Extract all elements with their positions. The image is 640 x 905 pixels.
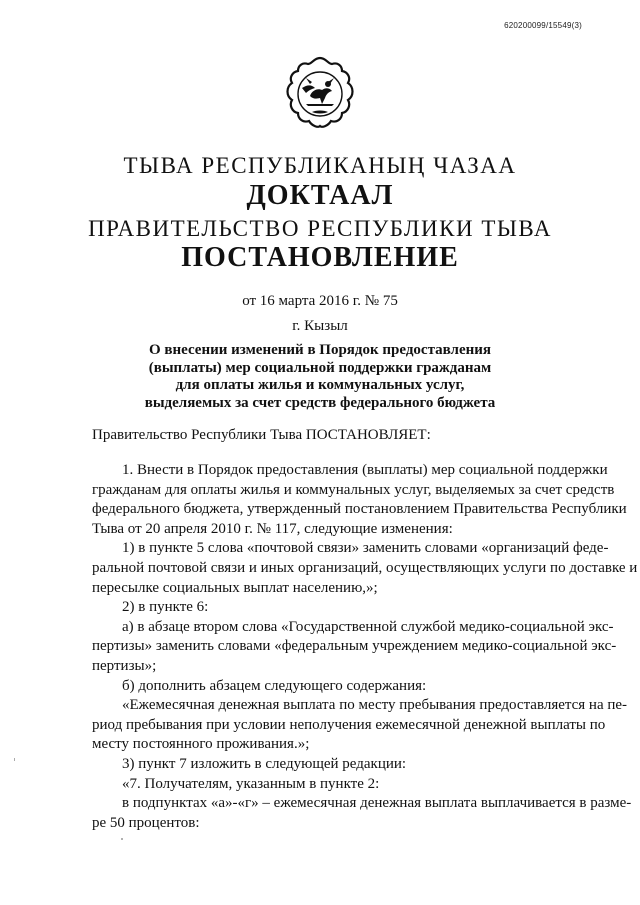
- body-text-line: риод пребывания при условии неполучения ежемесячной денежной выплаты по: [92, 716, 606, 733]
- header-tyva-decree: ДОКТААЛ: [246, 180, 394, 211]
- body-text-line: а) в абзаце втором слова «Государственной службой медико-социальной экс-: [122, 618, 614, 635]
- scan-speck: [121, 838, 123, 840]
- decree-title-line: выделяемых за счет средств федерального бюджета: [144, 394, 496, 411]
- decree-date-number: от 16 марта 2016 г. № 75: [242, 293, 398, 309]
- body-text-line: «Ежемесячная денежная выплата по месту пребывания предоставляется на пе-: [122, 697, 628, 714]
- body-text-line: Тыва от 20 апреля 2010 г. № 117, следующие изменения:: [92, 520, 453, 537]
- body-text-line: в подпунктах «а»-«г» – ежемесячная денежная выплата выплачивается в разме-: [122, 795, 632, 812]
- coat-of-arms-icon: [282, 54, 358, 130]
- decree-title: [110, 342, 530, 412]
- body-text-line: б) дополнить абзацем следующего содержания:: [122, 677, 427, 694]
- body-text-line: пертизы» заменить словами «федеральным учреждением медико-социальной экс-: [92, 638, 617, 655]
- body-text-line: ральной почтовой связи и иных организаций, осуществляющих услуги по доставке и: [92, 559, 638, 576]
- header-russian-decree: ПОСТАНОВЛЕНИЕ: [181, 242, 459, 273]
- body-text-line: гражданам для оплаты жилья и коммунальных услуг, выделяемых за счет средств: [92, 481, 615, 498]
- body-text-line: 1. Внести в Порядок предоставления (выплаты) мер социальной поддержки: [122, 462, 608, 478]
- header-tyva-government: ТЫВА РЕСПУБЛИКАНЫҢ ЧАЗАА: [123, 153, 517, 178]
- body-text-line: пертизы»;: [92, 657, 157, 674]
- body-text-line: федерального бюджета, утвержденный постановлением Правительства Республики: [92, 501, 627, 518]
- body-text-line: ре 50 процентов:: [92, 814, 200, 831]
- body-text-line: «7. Получателям, указанным в пункте 2:: [122, 775, 380, 792]
- body-text-line: пересылке социальных выплат населению,»;: [92, 579, 378, 596]
- decree-preamble: Правительство Республики Тыва ПОСТАНОВЛЯЕТ:: [92, 427, 431, 443]
- decree-city: г. Кызыл: [292, 318, 348, 334]
- decree-body: [92, 461, 638, 833]
- body-text-line: месту постоянного проживания.»;: [92, 736, 310, 753]
- scan-speck: [14, 758, 15, 761]
- decree-title-line: для оплаты жилья и коммунальных услуг,: [175, 377, 465, 393]
- body-text-line: 3) пункт 7 изложить в следующей редакции:: [122, 755, 407, 772]
- header-russian-government: ПРАВИТЕЛЬСТВО РЕСПУБЛИКИ ТЫВА: [88, 216, 552, 241]
- document-id: 620200099/15549(3): [504, 21, 582, 30]
- body-text-line: 1) в пункте 5 слова «почтовой связи» заменить словами «организаций феде-: [122, 540, 609, 557]
- decree-title-line: О внесении изменений в Порядок предоставления: [148, 342, 492, 358]
- body-text-line: 2) в пункте 6:: [122, 599, 209, 616]
- decree-title-line: (выплаты) мер социальной поддержки гражданам: [148, 359, 492, 376]
